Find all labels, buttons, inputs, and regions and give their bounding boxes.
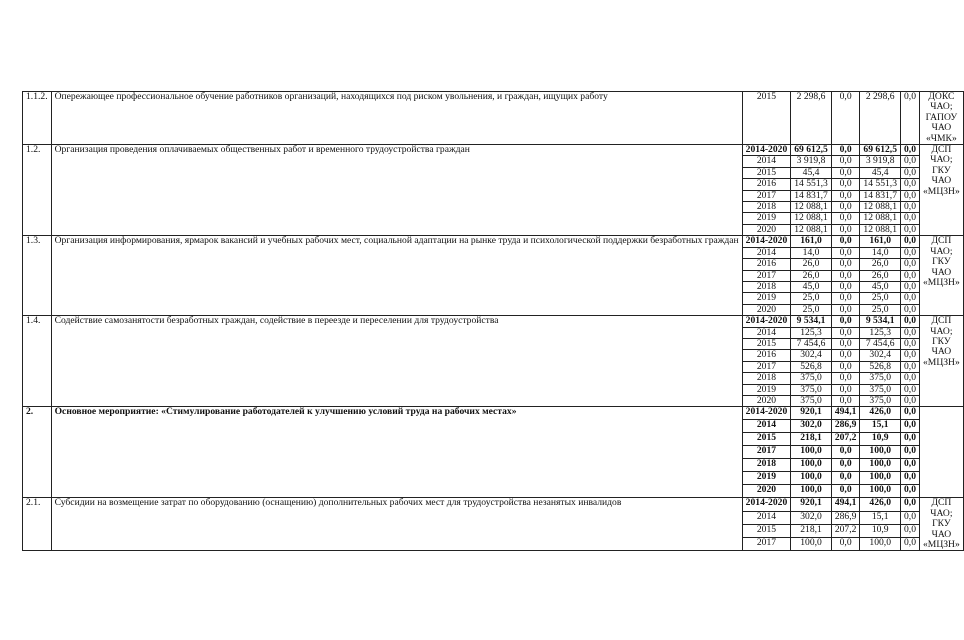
federal-budget-cell: 0,0 — [831, 156, 860, 167]
responsible-executor — [920, 407, 964, 498]
table-row — [23, 236, 964, 247]
federal-budget-cell: 207,2 — [831, 524, 860, 537]
total-cell: 100,0 — [791, 459, 832, 472]
other-sources-cell: 0,0 — [901, 304, 920, 315]
okrug-budget-cell: 10,9 — [860, 433, 901, 446]
okrug-budget-cell: 302,4 — [860, 350, 901, 361]
okrug-budget-cell: 26,0 — [860, 270, 901, 281]
other-sources-cell: 0,0 — [901, 259, 920, 270]
total-cell: 26,0 — [791, 270, 832, 281]
federal-budget-cell: 0,0 — [831, 145, 860, 156]
year-cell: 2014 — [742, 511, 791, 524]
item-title: Опережающее профессиональное обучение работников организаций, находящихся под риском увольнения, и граждан, ищущих работу — [51, 92, 742, 145]
total-cell: 14 831,7 — [791, 190, 832, 201]
total-cell: 12 088,1 — [791, 202, 832, 213]
total-cell: 100,0 — [791, 472, 832, 485]
okrug-budget-cell: 100,0 — [860, 538, 901, 551]
other-sources-cell: 0,0 — [901, 524, 920, 537]
federal-budget-cell: 0,0 — [831, 316, 860, 327]
total-cell: 161,0 — [791, 236, 832, 247]
other-sources-cell: 0,0 — [901, 459, 920, 472]
year-cell: 2018 — [742, 202, 791, 213]
federal-budget-cell: 0,0 — [831, 224, 860, 235]
okrug-budget-cell: 100,0 — [860, 472, 901, 485]
okrug-budget-cell: 10,9 — [860, 524, 901, 537]
responsible-executor: ДСП ЧАО; ГКУ ЧАО «МЦЗН» — [920, 236, 964, 316]
other-sources-cell: 0,0 — [901, 485, 920, 498]
okrug-budget-cell: 100,0 — [860, 485, 901, 498]
total-cell: 9 534,1 — [791, 316, 832, 327]
total-cell: 14,0 — [791, 247, 832, 258]
other-sources-cell: 0,0 — [901, 373, 920, 384]
okrug-budget-cell: 375,0 — [860, 373, 901, 384]
federal-budget-cell: 0,0 — [831, 350, 860, 361]
total-cell: 2 298,6 — [791, 92, 832, 145]
total-cell: 69 612,5 — [791, 145, 832, 156]
total-cell: 100,0 — [791, 538, 832, 551]
federal-budget-cell: 0,0 — [831, 293, 860, 304]
other-sources-cell: 0,0 — [901, 179, 920, 190]
other-sources-cell: 0,0 — [901, 407, 920, 420]
other-sources-cell: 0,0 — [901, 433, 920, 446]
okrug-budget-cell: 14 831,7 — [860, 190, 901, 201]
federal-budget-cell: 0,0 — [831, 202, 860, 213]
other-sources-cell: 0,0 — [901, 327, 920, 338]
okrug-budget-cell: 125,3 — [860, 327, 901, 338]
year-cell: 2014 — [742, 420, 791, 433]
year-cell: 2014 — [742, 156, 791, 167]
item-index: 1.3. — [23, 236, 52, 316]
other-sources-cell: 0,0 — [901, 270, 920, 281]
year-cell: 2018 — [742, 281, 791, 292]
federal-budget-cell: 0,0 — [831, 459, 860, 472]
other-sources-cell: 0,0 — [901, 361, 920, 372]
total-cell: 100,0 — [791, 485, 832, 498]
other-sources-cell: 0,0 — [901, 384, 920, 395]
total-cell: 7 454,6 — [791, 338, 832, 349]
okrug-budget-cell: 426,0 — [860, 407, 901, 420]
year-cell: 2018 — [742, 373, 791, 384]
responsible-executor: ДСП ЧАО; ГКУ ЧАО «МЦЗН» — [920, 316, 964, 407]
federal-budget-cell: 0,0 — [831, 179, 860, 190]
responsible-executor: ДОКС ЧАО; ГАПОУ ЧАО «ЧМК» — [920, 92, 964, 145]
responsible-executor: ДСП ЧАО; ГКУ ЧАО «МЦЗН» — [920, 498, 964, 551]
okrug-budget-cell: 161,0 — [860, 236, 901, 247]
year-cell: 2015 — [742, 433, 791, 446]
year-cell: 2017 — [742, 190, 791, 201]
okrug-budget-cell: 375,0 — [860, 395, 901, 406]
total-cell: 45,0 — [791, 281, 832, 292]
okrug-budget-cell: 45,4 — [860, 167, 901, 178]
okrug-budget-cell: 14,0 — [860, 247, 901, 258]
year-cell: 2015 — [742, 524, 791, 537]
year-cell: 2020 — [742, 395, 791, 406]
year-cell: 2016 — [742, 179, 791, 190]
okrug-budget-cell: 14 551,3 — [860, 179, 901, 190]
federal-budget-cell: 0,0 — [831, 384, 860, 395]
year-cell: 2017 — [742, 270, 791, 281]
other-sources-cell: 0,0 — [901, 224, 920, 235]
total-cell: 218,1 — [791, 524, 832, 537]
okrug-budget-cell: 100,0 — [860, 446, 901, 459]
other-sources-cell: 0,0 — [901, 167, 920, 178]
other-sources-cell: 0,0 — [901, 498, 920, 511]
other-sources-cell: 0,0 — [901, 213, 920, 224]
item-index: 1.4. — [23, 316, 52, 407]
other-sources-cell: 0,0 — [901, 145, 920, 156]
federal-budget-cell: 0,0 — [831, 270, 860, 281]
federal-budget-cell: 0,0 — [831, 538, 860, 551]
federal-budget-cell: 0,0 — [831, 472, 860, 485]
item-index: 1.2. — [23, 145, 52, 236]
federal-budget-cell: 286,9 — [831, 511, 860, 524]
item-title: Субсидии на возмещение затрат по оборудованию (оснащению) дополнительных рабочих мест для трудоустройства незанятых инвалидов — [51, 498, 742, 551]
year-cell: 2014-2020 — [742, 236, 791, 247]
table-row — [23, 407, 964, 420]
okrug-budget-cell: 426,0 — [860, 498, 901, 511]
other-sources-cell: 0,0 — [901, 446, 920, 459]
total-cell: 375,0 — [791, 384, 832, 395]
year-cell: 2020 — [742, 224, 791, 235]
okrug-budget-cell: 15,1 — [860, 511, 901, 524]
federal-budget-cell: 0,0 — [831, 485, 860, 498]
total-cell: 12 088,1 — [791, 213, 832, 224]
total-cell: 526,8 — [791, 361, 832, 372]
other-sources-cell: 0,0 — [901, 156, 920, 167]
other-sources-cell: 0,0 — [901, 236, 920, 247]
federal-budget-cell: 494,1 — [831, 407, 860, 420]
other-sources-cell: 0,0 — [901, 281, 920, 292]
total-cell: 375,0 — [791, 373, 832, 384]
okrug-budget-cell: 25,0 — [860, 293, 901, 304]
total-cell: 920,1 — [791, 498, 832, 511]
other-sources-cell: 0,0 — [901, 293, 920, 304]
total-cell: 218,1 — [791, 433, 832, 446]
year-cell: 2014-2020 — [742, 498, 791, 511]
okrug-budget-cell: 7 454,6 — [860, 338, 901, 349]
table-row — [23, 316, 964, 327]
table-row — [23, 92, 964, 145]
federal-budget-cell: 286,9 — [831, 420, 860, 433]
okrug-budget-cell: 2 298,6 — [860, 92, 901, 145]
okrug-budget-cell: 526,8 — [860, 361, 901, 372]
year-cell: 2020 — [742, 485, 791, 498]
year-cell: 2019 — [742, 472, 791, 485]
okrug-budget-cell: 26,0 — [860, 259, 901, 270]
year-cell: 2016 — [742, 350, 791, 361]
item-index: 2. — [23, 407, 52, 498]
total-cell: 302,0 — [791, 511, 832, 524]
total-cell: 125,3 — [791, 327, 832, 338]
total-cell: 375,0 — [791, 395, 832, 406]
okrug-budget-cell: 375,0 — [860, 384, 901, 395]
federal-budget-cell: 0,0 — [831, 259, 860, 270]
item-index: 1.1.2. — [23, 92, 52, 145]
federal-budget-cell: 207,2 — [831, 433, 860, 446]
other-sources-cell: 0,0 — [901, 420, 920, 433]
other-sources-cell: 0,0 — [901, 92, 920, 145]
year-cell: 2014-2020 — [742, 316, 791, 327]
table-row — [23, 498, 964, 511]
other-sources-cell: 0,0 — [901, 350, 920, 361]
total-cell: 25,0 — [791, 304, 832, 315]
item-index: 2.1. — [23, 498, 52, 551]
total-cell: 25,0 — [791, 293, 832, 304]
federal-budget-cell: 0,0 — [831, 361, 860, 372]
okrug-budget-cell: 45,0 — [860, 281, 901, 292]
okrug-budget-cell: 12 088,1 — [860, 224, 901, 235]
year-cell: 2017 — [742, 538, 791, 551]
year-cell: 2014 — [742, 247, 791, 258]
federal-budget-cell: 0,0 — [831, 327, 860, 338]
federal-budget-cell: 0,0 — [831, 395, 860, 406]
federal-budget-cell: 0,0 — [831, 373, 860, 384]
year-cell: 2020 — [742, 304, 791, 315]
total-cell: 302,4 — [791, 350, 832, 361]
federal-budget-cell: 494,1 — [831, 498, 860, 511]
other-sources-cell: 0,0 — [901, 247, 920, 258]
total-cell: 920,1 — [791, 407, 832, 420]
item-title: Содействие самозанятости безработных граждан, содействие в переезде и переселении для трудоустройства — [51, 316, 742, 407]
other-sources-cell: 0,0 — [901, 395, 920, 406]
federal-budget-cell: 0,0 — [831, 338, 860, 349]
year-cell: 2015 — [742, 92, 791, 145]
okrug-budget-cell: 25,0 — [860, 304, 901, 315]
other-sources-cell: 0,0 — [901, 511, 920, 524]
year-cell: 2015 — [742, 167, 791, 178]
okrug-budget-cell: 100,0 — [860, 459, 901, 472]
other-sources-cell: 0,0 — [901, 190, 920, 201]
okrug-budget-cell: 12 088,1 — [860, 213, 901, 224]
item-title: Организация проведения оплачиваемых общественных работ и временного трудоустройства граждан — [51, 145, 742, 236]
total-cell: 100,0 — [791, 446, 832, 459]
federal-budget-cell: 0,0 — [831, 167, 860, 178]
year-cell: 2014-2020 — [742, 407, 791, 420]
okrug-budget-cell: 9 534,1 — [860, 316, 901, 327]
item-title: Организация информирования, ярмарок вакансий и учебных рабочих мест, социальной адаптации на рынке труда и психологической поддержки безработных граждан — [51, 236, 742, 316]
other-sources-cell: 0,0 — [901, 338, 920, 349]
program-funding-table — [22, 91, 964, 551]
year-cell: 2019 — [742, 213, 791, 224]
total-cell: 26,0 — [791, 259, 832, 270]
federal-budget-cell: 0,0 — [831, 236, 860, 247]
responsible-executor: ДСП ЧАО; ГКУ ЧАО «МЦЗН» — [920, 145, 964, 236]
year-cell: 2019 — [742, 293, 791, 304]
year-cell: 2015 — [742, 338, 791, 349]
year-cell: 2019 — [742, 384, 791, 395]
federal-budget-cell: 0,0 — [831, 92, 860, 145]
okrug-budget-cell: 15,1 — [860, 420, 901, 433]
item-title: Основное мероприятие: «Стимулирование работодателей к улучшению условий труда на рабочих местах» — [51, 407, 742, 498]
okrug-budget-cell: 3 919,8 — [860, 156, 901, 167]
okrug-budget-cell: 12 088,1 — [860, 202, 901, 213]
total-cell: 12 088,1 — [791, 224, 832, 235]
total-cell: 14 551,3 — [791, 179, 832, 190]
federal-budget-cell: 0,0 — [831, 446, 860, 459]
other-sources-cell: 0,0 — [901, 202, 920, 213]
year-cell: 2017 — [742, 361, 791, 372]
other-sources-cell: 0,0 — [901, 316, 920, 327]
total-cell: 45,4 — [791, 167, 832, 178]
federal-budget-cell: 0,0 — [831, 213, 860, 224]
year-cell: 2014 — [742, 327, 791, 338]
document-page — [22, 91, 964, 551]
year-cell: 2016 — [742, 259, 791, 270]
federal-budget-cell: 0,0 — [831, 247, 860, 258]
table-row — [23, 145, 964, 156]
total-cell: 3 919,8 — [791, 156, 832, 167]
year-cell: 2018 — [742, 459, 791, 472]
year-cell: 2014-2020 — [742, 145, 791, 156]
okrug-budget-cell: 69 612,5 — [860, 145, 901, 156]
year-cell: 2017 — [742, 446, 791, 459]
federal-budget-cell: 0,0 — [831, 190, 860, 201]
federal-budget-cell: 0,0 — [831, 281, 860, 292]
other-sources-cell: 0,0 — [901, 538, 920, 551]
total-cell: 302,0 — [791, 420, 832, 433]
other-sources-cell: 0,0 — [901, 472, 920, 485]
federal-budget-cell: 0,0 — [831, 304, 860, 315]
